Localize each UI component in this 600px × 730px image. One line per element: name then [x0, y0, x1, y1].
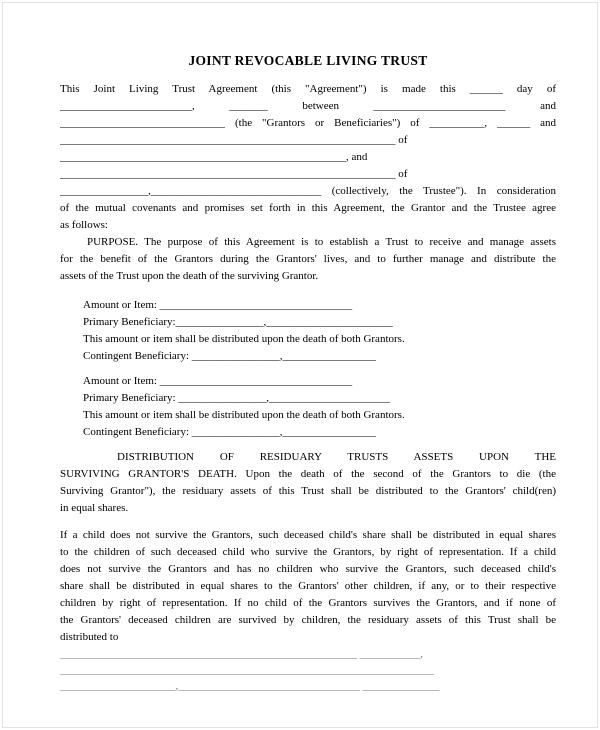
fill-in-line: _____________________________________________________________ of	[60, 134, 408, 146]
distribution-paragraph	[60, 449, 556, 517]
text-line: Surviving Grantor"), the residuary assets of this Trust shall be distributed to the Grantors' child(ren)	[60, 485, 556, 497]
intro-paragraph	[60, 81, 556, 234]
purpose-paragraph	[60, 234, 556, 285]
text-line: PURPOSE. The purpose of this Agreement is to establish a Trust to receive and manage assets	[87, 236, 556, 248]
text-line: assets of the Trust upon the death of the surviving Grantor.	[60, 270, 319, 282]
bequest-block-1	[83, 297, 556, 365]
text-line: This amount or item shall be distributed upon the death of both Grantors.	[83, 409, 405, 421]
section-heading-line: DISTRIBUTION OF RESIDUARY TRUSTS ASSETS UPON THE	[117, 451, 556, 463]
text-line: of the mutual covenants and promises set forth in this Agreement, the Grantor and the Trustee agree	[60, 202, 556, 214]
primary-beneficiary-line: Primary Beneficiary:________________,_______________________	[83, 316, 393, 328]
text-line: distributed to	[60, 631, 119, 643]
contingent-beneficiary-line: Contingent Beneficiary: ________________,_________________	[83, 426, 376, 438]
text-line: as follows:	[60, 219, 108, 231]
text-line: to the children of such deceased child who survive the Grantors, by right of representation. If a child	[60, 546, 556, 558]
blank-line: _____________________,_________________________________ ______________	[60, 680, 440, 692]
text-line: This amount or item shall be distributed upon the death of both Grantors.	[83, 333, 405, 345]
text-line: in equal shares.	[60, 502, 129, 514]
text-line: SURVIVING GRANTOR'S DEATH. Upon the death of the second of the Grantors to die (the	[60, 468, 556, 480]
text-line: for the benefit of the Grantors during the Grantors' lives, and to further manage and distribute the	[60, 253, 556, 265]
amount-or-item-line: Amount or Item: ___________________________________	[83, 375, 353, 387]
text-line: the Grantors' deceased children are survived by children, the residuary assets of this Trust shall be	[60, 614, 556, 626]
amount-or-item-line: Amount or Item: ___________________________________	[83, 299, 353, 311]
fill-in-line: ____________________________________________________, and	[60, 151, 368, 163]
primary-beneficiary-line: Primary Beneficiary: ________________,______________________	[83, 392, 391, 404]
bequest-block-2	[83, 373, 556, 441]
fill-in-line: ________________,_______________________________ (collectively, the Trustee"). In consideration	[60, 185, 556, 197]
fill-in-line: ______________________________ (the "Grantors or Beneficiaries") of __________, ______ and	[60, 117, 556, 129]
fill-in-line: _____________________________________________________________ of	[60, 168, 408, 180]
contingent-beneficiary-line: Contingent Beneficiary: ________________,_________________	[83, 350, 376, 362]
fill-in-line: ________________________, _______ between ________________________ and	[60, 100, 556, 112]
text-line: children by right of representation. If no child of the Grantors survives the Grantors, and if none of	[60, 597, 556, 609]
blank-line: ______________________________________________________ ___________,	[60, 648, 423, 660]
text-line: This Joint Living Trust Agreement (this "Agreement") is made this ______ day of	[60, 83, 556, 95]
text-line: does not survive the Grantors and has no children who survive the Grantors, such deceased child's	[60, 563, 556, 575]
succession-paragraph	[60, 527, 556, 646]
blank-line: ____________________________________________________________________	[60, 664, 434, 676]
distributee-blank-lines	[60, 646, 556, 694]
document-title: JOINT REVOCABLE LIVING TRUST	[188, 53, 428, 68]
document-page	[2, 2, 598, 728]
text-line: If a child does not survive the Grantors, such deceased child's share shall be distributed in equal shares	[60, 529, 556, 541]
text-line: share shall be distributed in equal shares to the Grantors' other children, if any, or to their respective	[60, 580, 556, 592]
